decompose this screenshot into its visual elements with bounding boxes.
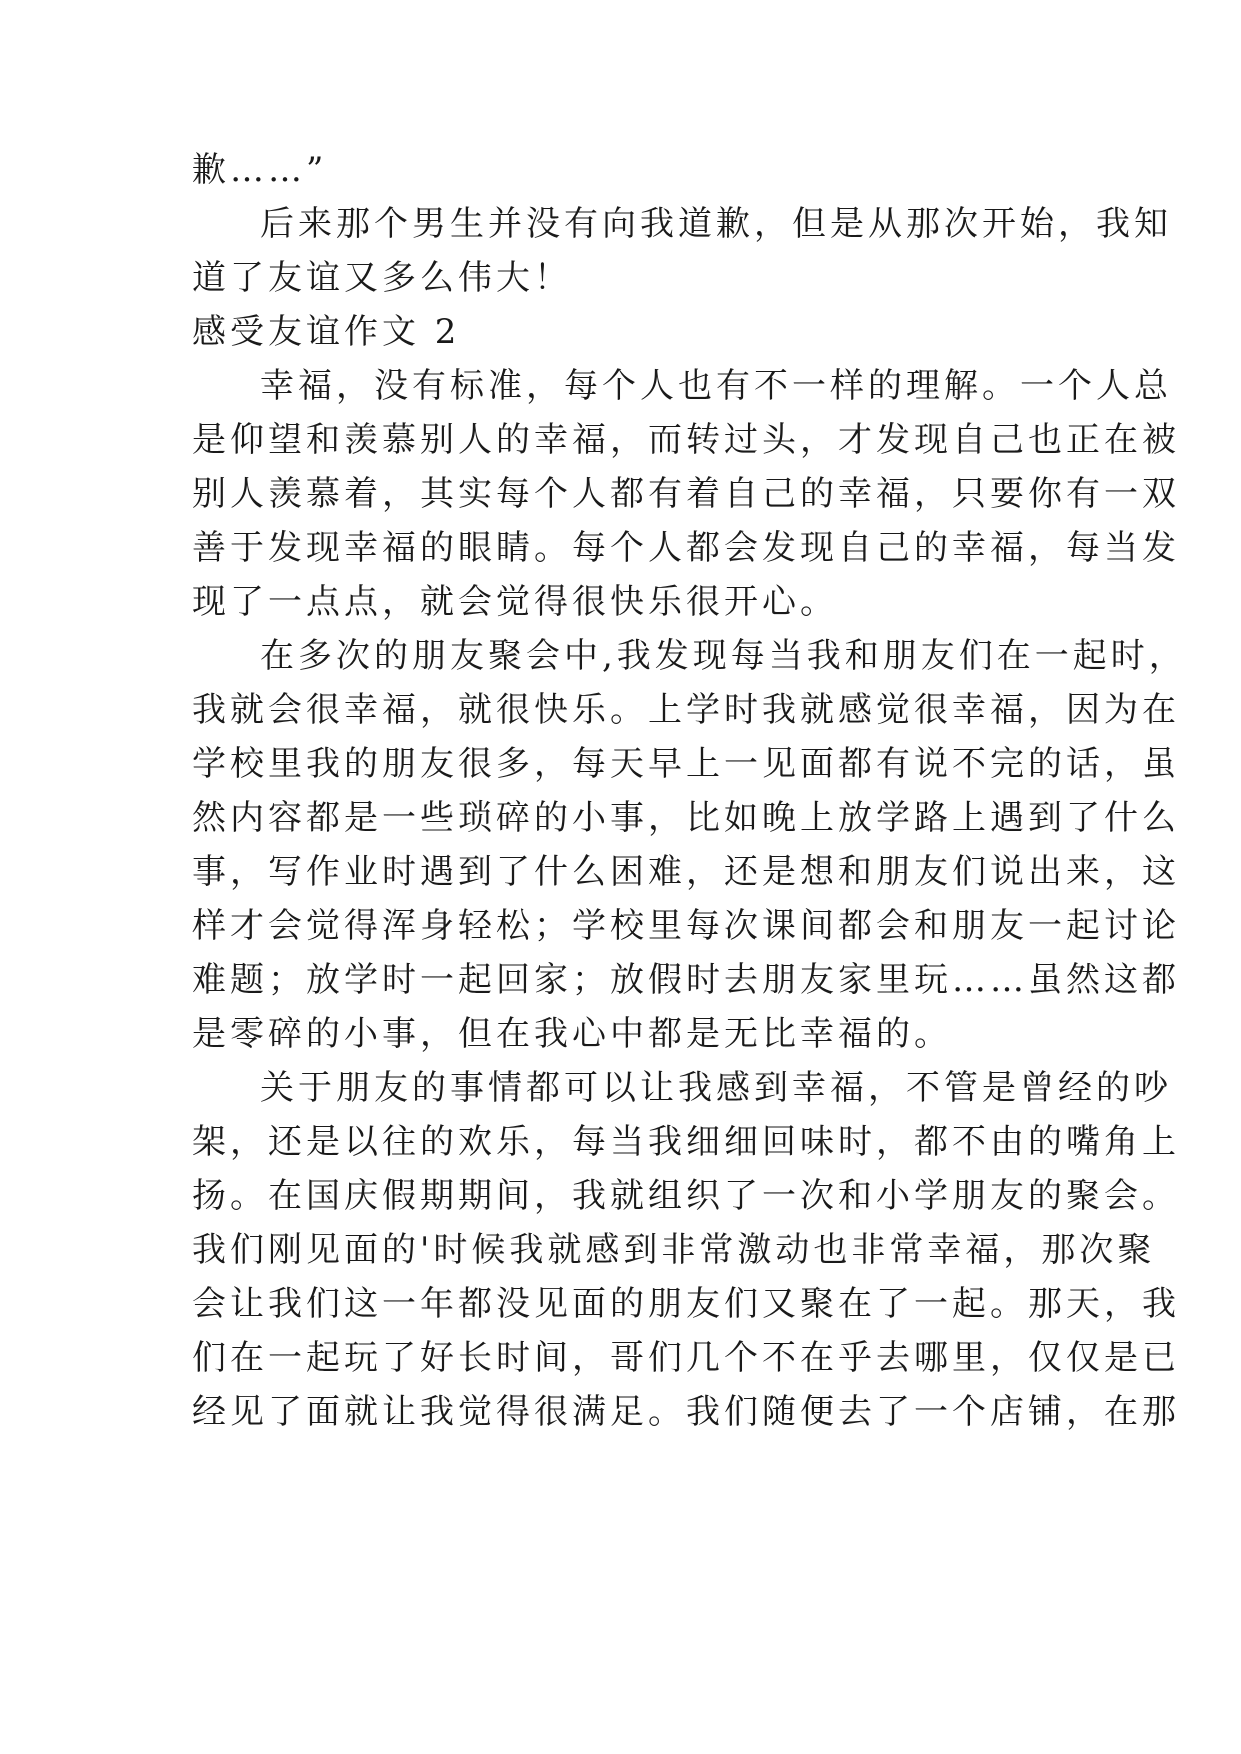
text-line: 我就会很幸福，就很快乐。上学时我就感觉很幸福，因为在 bbox=[192, 690, 1180, 730]
text-line: 歉……” bbox=[192, 150, 328, 190]
text-line: 架，还是以往的欢乐，每当我细细回味时，都不由的嘴角上 bbox=[192, 1122, 1180, 1162]
paragraph-first-line: 在多次的朋友聚会中,我发现每当我和朋友们在一起时， bbox=[260, 636, 1187, 676]
text-line: 学校里我的朋友很多，每天早上一见面都有说不完的话，虽 bbox=[192, 744, 1180, 784]
text-line: 事，写作业时遇到了什么困难，还是想和朋友们说出来，这 bbox=[192, 852, 1180, 892]
text-line: 难题；放学时一起回家；放假时去朋友家里玩……虽然这都 bbox=[192, 960, 1180, 1000]
text-line: 扬。在国庆假期期间，我就组织了一次和小学朋友的聚会。 bbox=[192, 1176, 1180, 1216]
paragraph-first-line: 关于朋友的事情都可以让我感到幸福，不管是曾经的吵 bbox=[260, 1068, 1172, 1108]
paragraph-first-line: 后来那个男生并没有向我道歉，但是从那次开始，我知 bbox=[260, 204, 1172, 244]
text-line: 经见了面就让我觉得很满足。我们随便去了一个店铺，在那 bbox=[192, 1392, 1180, 1432]
paragraph-first-line: 幸福，没有标准，每个人也有不一样的理解。一个人总 bbox=[260, 366, 1172, 406]
text-line: 样才会觉得浑身轻松；学校里每次课间都会和朋友一起讨论 bbox=[192, 906, 1180, 946]
text-line: 善于发现幸福的眼睛。每个人都会发现自己的幸福，每当发 bbox=[192, 528, 1180, 568]
text-line: 道了友谊又多么伟大！ bbox=[192, 258, 572, 298]
text-line: 会让我们这一年都没见面的朋友们又聚在了一起。那天，我 bbox=[192, 1284, 1180, 1324]
text-line: 现了一点点，就会觉得很快乐很开心。 bbox=[192, 582, 838, 622]
section-heading: 感受友谊作文 2 bbox=[192, 312, 461, 352]
text-line: 我们刚见面的'时候我就感到非常激动也非常幸福，那次聚 bbox=[192, 1230, 1156, 1270]
text-line: 们在一起玩了好长时间，哥们几个不在乎去哪里，仅仅是已 bbox=[192, 1338, 1180, 1378]
text-line: 是仰望和羡慕别人的幸福，而转过头，才发现自己也正在被 bbox=[192, 420, 1180, 460]
text-line: 然内容都是一些琐碎的小事，比如晚上放学路上遇到了什么 bbox=[192, 798, 1180, 838]
text-line: 是零碎的小事，但在我心中都是无比幸福的。 bbox=[192, 1014, 952, 1054]
text-line: 别人羡慕着，其实每个人都有着自己的幸福，只要你有一双 bbox=[192, 474, 1180, 514]
